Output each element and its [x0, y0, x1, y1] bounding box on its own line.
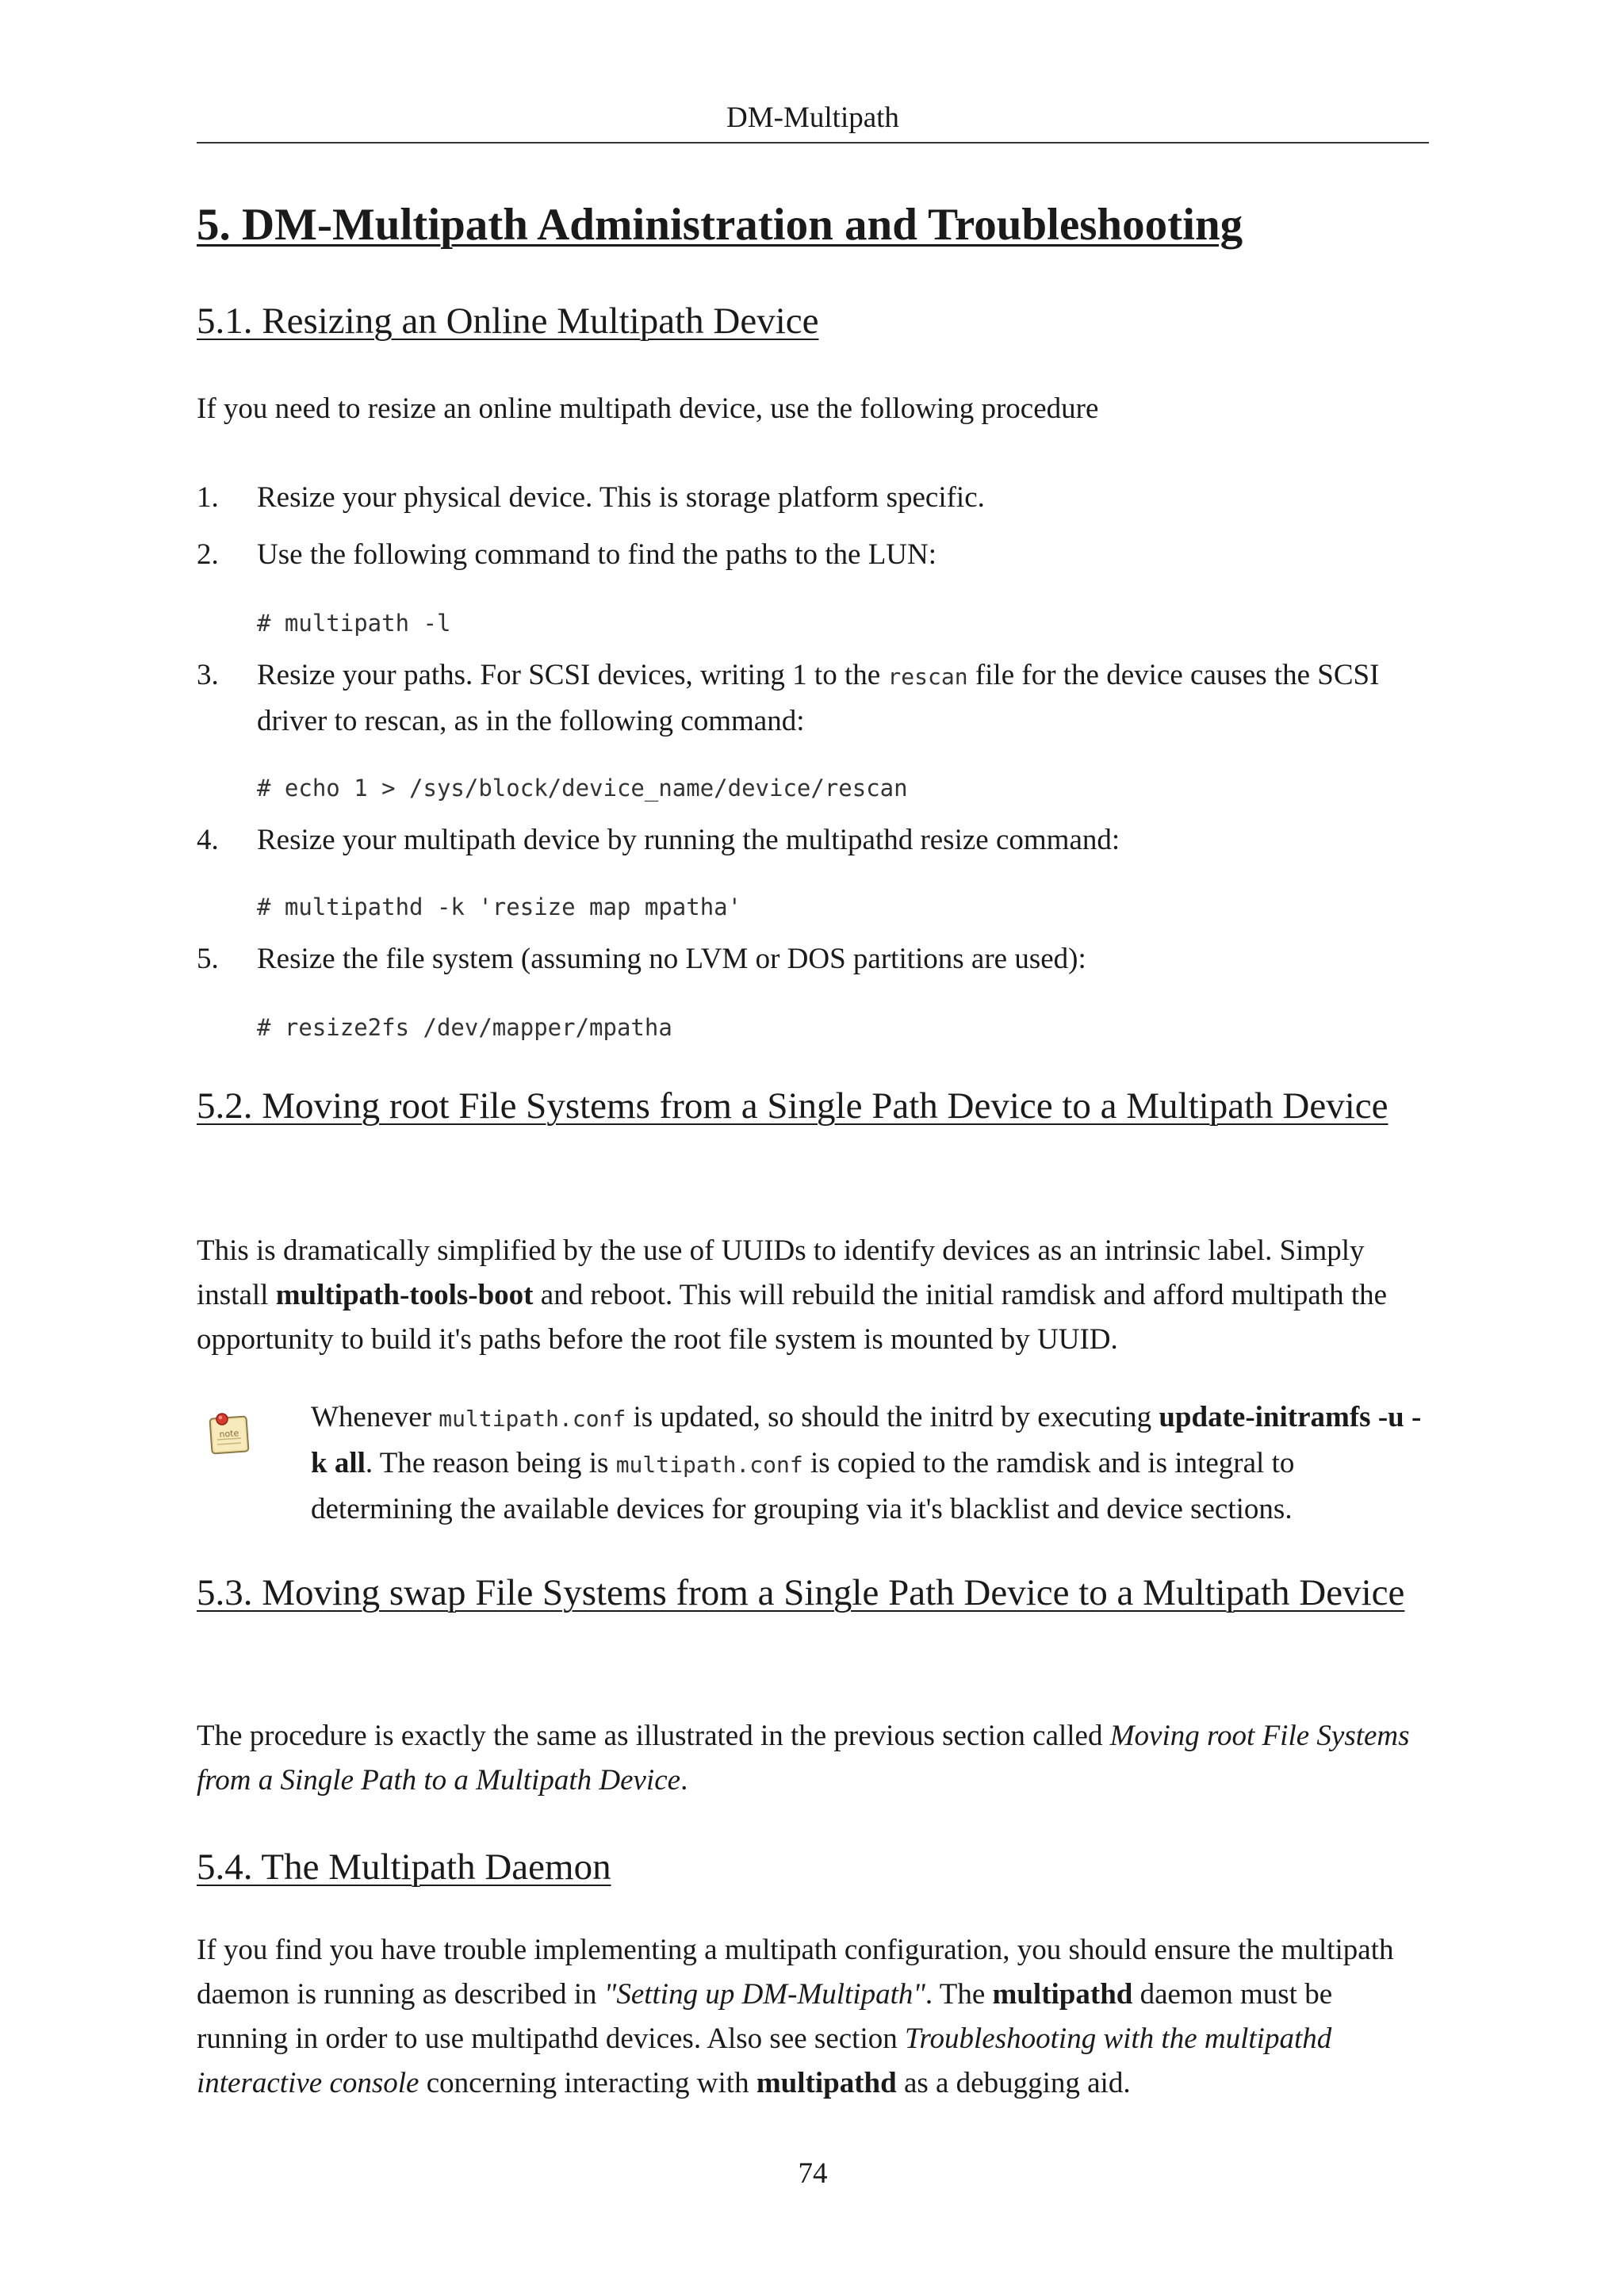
note-text — [311, 1395, 1429, 1532]
cross-reference: Troubleshooting with the multipathd interactive console — [197, 2022, 1332, 2099]
chapter-title: 5. DM-Multipath Administration and Troubleshooting — [197, 200, 1243, 250]
text-run: . — [680, 1764, 688, 1797]
section-5-2-paragraph — [197, 1229, 1429, 1362]
header-rule — [197, 142, 1429, 144]
section-title-5-4: 5.4. The Multipath Daemon — [197, 1846, 611, 1888]
command-block: # multipath -l — [257, 610, 451, 637]
text-run: If you find you have trouble implementing a multipath configuration, you should ensure the multipath daemon is running as described in — [197, 1934, 1394, 2011]
list-item-text: Resize your physical device. This is storage platform specific. — [257, 481, 985, 514]
command-block: # resize2fs /dev/mapper/mpatha — [257, 1014, 672, 1041]
section-5-1-intro: If you need to resize an online multipath device, use the following procedure — [197, 392, 1099, 425]
inline-code-rescan: rescan — [887, 664, 968, 690]
command-block: # echo 1 > /sys/block/device_name/device/rescan — [257, 775, 908, 802]
list-item-number: 4. — [197, 824, 219, 856]
text-run: daemon must be running in order to use multipathd devices. Also see section — [197, 1978, 1333, 2055]
text-run: . The reason being is — [365, 1447, 616, 1479]
page-number: 74 — [798, 2157, 828, 2190]
list-item-number: 2. — [197, 538, 219, 571]
section-5-3-paragraph — [197, 1714, 1429, 1803]
text-run: concerning interacting with — [419, 2067, 756, 2099]
list-item-number: 5. — [197, 943, 219, 975]
list-item-number: 3. — [197, 659, 219, 691]
list-item-text: Resize your multipath device by running the multipathd resize command: — [257, 824, 1120, 856]
text-run: Whenever — [311, 1401, 439, 1433]
list-item-text: Resize the file system (assuming no LVM or DOS partitions are used): — [257, 943, 1086, 975]
list-item-number: 1. — [197, 481, 219, 514]
list-item-text — [257, 653, 1429, 744]
section-title-5-1: 5.1. Resizing an Online Multipath Device — [197, 300, 819, 342]
package-name: multipath-tools-boot — [275, 1279, 534, 1311]
section-title-5-3: 5.3. Moving swap File Systems from a Single Path Device to a Multipath Device — [197, 1572, 1405, 1613]
text-run: . The — [925, 1978, 993, 2011]
text-run: This is dramatically simplified by the use of UUIDs to identify devices as an intrinsic label. Simply install — [197, 1234, 1365, 1311]
cross-reference: Moving root File Systems from a Single Path to a Multipath Device — [197, 1720, 1410, 1797]
text-run: and reboot. This will rebuild the initial ramdisk and afford multipath the opportunity to build it's paths before the root file system is mounted by UUID. — [197, 1279, 1388, 1356]
text-run: The procedure is exactly the same as illustrated in the previous section called — [197, 1720, 1110, 1752]
command-block: # multipathd -k 'resize map mpatha' — [257, 894, 742, 920]
text-run: is updated, so should the initrd by executing — [626, 1401, 1159, 1433]
section-5-4-paragraph — [197, 1928, 1429, 2106]
running-header: DM-Multipath — [726, 101, 899, 134]
text-run: is copied to the ramdisk and is integral to determining the available devices for grouping via it's blacklist and device sections. — [311, 1447, 1295, 1525]
command-name: update-initramfs -u -k all — [311, 1401, 1422, 1479]
note-icon — [206, 1408, 254, 1457]
list-item-text: Use the following command to find the paths to the LUN: — [257, 538, 937, 571]
text-run: as a debugging aid. — [896, 2067, 1131, 2099]
daemon-name: multipathd — [992, 1978, 1133, 2011]
inline-code-multipath-conf: multipath.conf — [615, 1452, 803, 1478]
text-run: file for the device causes the SCSI driver to rescan, as in the following command: — [257, 659, 1380, 737]
inline-code-multipath-conf: multipath.conf — [439, 1406, 626, 1432]
text-run: Resize your paths. For SCSI devices, writing 1 to the — [257, 659, 888, 691]
cross-reference: "Setting up DM-Multipath" — [603, 1978, 925, 2011]
daemon-name: multipathd — [756, 2067, 897, 2099]
note-icon-label: note — [219, 1428, 239, 1440]
section-title-5-2: 5.2. Moving root File Systems from a Single Path Device to a Multipath Device — [197, 1085, 1388, 1127]
